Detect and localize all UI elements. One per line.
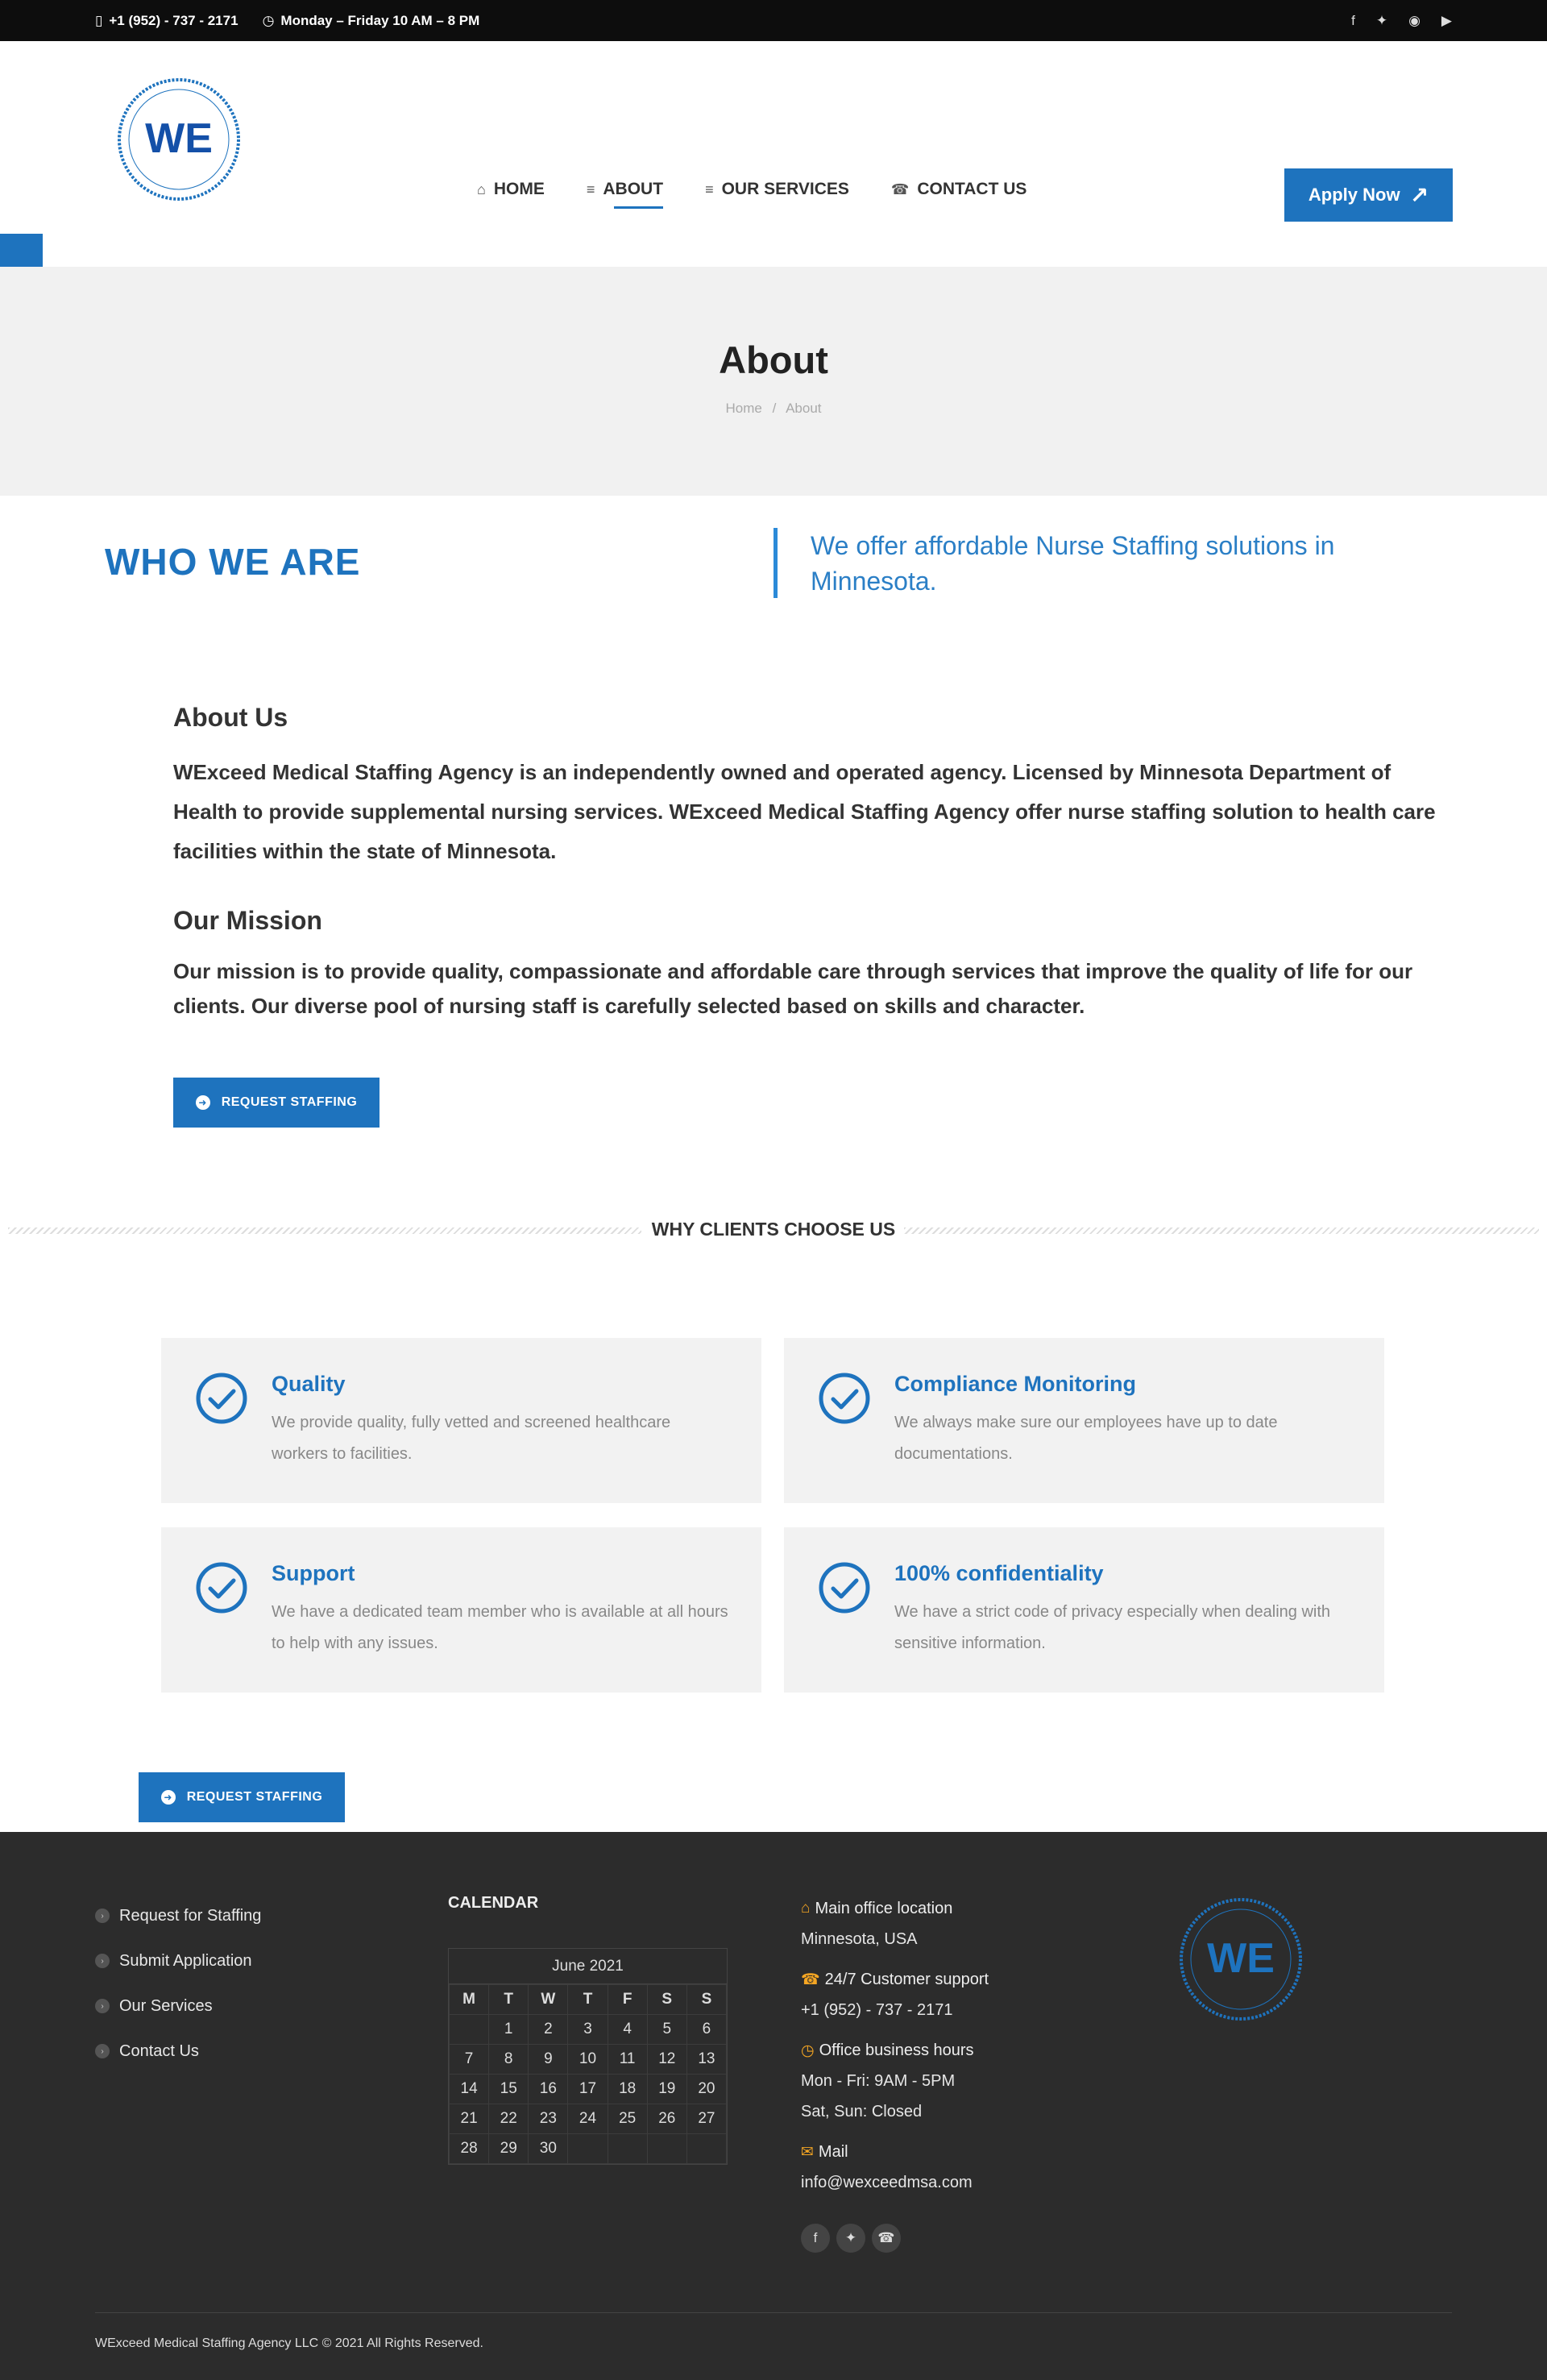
calendar-day[interactable]: 16 xyxy=(529,2075,568,2104)
check-circle-icon xyxy=(195,1372,248,1425)
footer-logo[interactable] xyxy=(1175,1893,1308,2026)
twitter-icon[interactable]: ✦ xyxy=(836,2224,865,2253)
about-us-title: About Us xyxy=(173,703,288,732)
external-link-icon: ↗ xyxy=(1409,182,1429,208)
card-title: 100% confidentiality xyxy=(894,1561,1104,1585)
calendar-day[interactable]: 30 xyxy=(529,2134,568,2164)
calendar-day-header: T xyxy=(489,1985,529,2015)
topbar-phone[interactable]: ▯ +1 (952) - 737 - 2171 xyxy=(95,12,238,28)
support-value[interactable]: +1 (952) - 737 - 2171 xyxy=(801,2001,953,2019)
mobile-icon: ▯ xyxy=(95,12,103,28)
calendar-day-header: T xyxy=(568,1985,608,2015)
calendar-day[interactable]: 8 xyxy=(489,2045,529,2075)
location-value: Minnesota, USA xyxy=(801,1930,918,1948)
arrow-circle-icon: ➜ xyxy=(161,1790,176,1805)
card-text: We always make sure our employees have up to date documentations. xyxy=(894,1414,1278,1463)
home-icon: ⌂ xyxy=(477,181,486,197)
calendar-day[interactable]: 6 xyxy=(686,2015,726,2045)
calendar-day[interactable]: 19 xyxy=(647,2075,686,2104)
topbar-social xyxy=(1351,0,1452,41)
mail-value[interactable]: info@wexceedmsa.com xyxy=(801,2174,973,2191)
copyright-text: WExceed Medical Staffing Agency LLC © 2021 All Rights Reserved. xyxy=(95,2336,483,2350)
calendar-day[interactable]: 9 xyxy=(529,2045,568,2075)
card-title: Compliance Monitoring xyxy=(894,1372,1136,1396)
menu-icon: ≡ xyxy=(705,181,714,197)
calendar-week xyxy=(450,2134,727,2164)
calendar-day[interactable]: 5 xyxy=(647,2015,686,2045)
logo-text: WE xyxy=(145,115,213,162)
calendar-day[interactable]: 22 xyxy=(489,2104,529,2134)
request-staffing-button[interactable]: ➜ REQUEST STAFFING xyxy=(173,1078,379,1128)
calendar-day[interactable]: 20 xyxy=(686,2075,726,2104)
calendar-day xyxy=(647,2134,686,2164)
about-us-text: WExceed Medical Staffing Agency is an independently owned and operated agency. Licensed by Minnesota Department of Health to provide supplemental nursing services. WExceed Medical Staffing Agency offer nurse staffing solution to health care facilities within the state of Minnesota. xyxy=(173,760,1436,863)
feature-card-support xyxy=(161,1527,761,1693)
footer-link-contact-us[interactable]: › Contact Us xyxy=(95,2029,261,2074)
calendar-day[interactable]: 27 xyxy=(686,2104,726,2134)
calendar-day xyxy=(608,2134,647,2164)
check-circle-icon xyxy=(818,1561,871,1614)
topbar-hours: ◷ Monday – Friday 10 AM – 8 PM xyxy=(262,12,480,28)
calendar-day xyxy=(568,2134,608,2164)
calendar-day-header: S xyxy=(686,1985,726,2015)
site-header xyxy=(0,41,1547,267)
who-we-are-heading: WHO WE ARE xyxy=(105,541,361,583)
topbar-contact xyxy=(95,0,479,41)
calendar-day[interactable]: 2 xyxy=(529,2015,568,2045)
footer-contact xyxy=(801,1893,1043,2198)
hours-label: ◷ Office business hours xyxy=(801,2041,974,2059)
calendar-day xyxy=(450,2015,489,2045)
calendar-grid xyxy=(449,1984,727,2164)
calendar-week xyxy=(450,2045,727,2075)
calendar-day-header: S xyxy=(647,1985,686,2015)
calendar-widget xyxy=(448,1948,728,2165)
card-title: Support xyxy=(272,1561,355,1585)
calendar-day[interactable]: 28 xyxy=(450,2134,489,2164)
feature-card-compliance xyxy=(784,1338,1384,1503)
calendar-day[interactable]: 14 xyxy=(450,2075,489,2104)
tagline-accent-bar xyxy=(774,528,778,598)
calendar-day[interactable]: 1 xyxy=(489,2015,529,2045)
breadcrumb-separator: / xyxy=(772,401,777,416)
support-label: ☎ 24/7 Customer support xyxy=(801,1970,989,1988)
facebook-icon[interactable]: f xyxy=(801,2224,830,2253)
hours-weekday: Mon - Fri: 9AM - 5PM xyxy=(801,2072,956,2090)
calendar-week xyxy=(450,2104,727,2134)
facebook-icon[interactable]: f xyxy=(1351,12,1355,28)
calendar-day[interactable]: 29 xyxy=(489,2134,529,2164)
card-text: We provide quality, fully vetted and screened healthcare workers to facilities. xyxy=(272,1414,671,1463)
mail-label: ✉ Mail xyxy=(801,2142,848,2161)
hours-weekend: Sat, Sun: Closed xyxy=(801,2103,923,2120)
calendar-day[interactable]: 17 xyxy=(568,2075,608,2104)
logo-text: WE xyxy=(1207,1935,1275,1982)
calendar-day[interactable]: 12 xyxy=(647,2045,686,2075)
calendar-day[interactable]: 21 xyxy=(450,2104,489,2134)
calendar-day-header: F xyxy=(608,1985,647,2015)
check-circle-icon xyxy=(195,1561,248,1614)
top-bar xyxy=(0,0,1547,41)
clock-icon: ◷ xyxy=(801,2041,815,2059)
calendar-day[interactable]: 11 xyxy=(608,2045,647,2075)
company-logo[interactable] xyxy=(113,73,246,206)
calendar-month: June 2021 xyxy=(449,1949,727,1984)
why-clients-choose-us-title: WHY CLIENTS CHOOSE US xyxy=(651,1219,896,1240)
check-circle-icon xyxy=(818,1372,871,1425)
instagram-icon[interactable]: ◉ xyxy=(1408,12,1421,28)
twitter-icon[interactable]: ✦ xyxy=(1375,12,1388,28)
calendar-day[interactable]: 4 xyxy=(608,2015,647,2045)
calendar-day[interactable]: 25 xyxy=(608,2104,647,2134)
calendar-title: CALENDAR xyxy=(448,1894,539,1912)
who-we-are-tagline: We offer affordable Nurse Staffing solutions in Minnesota. xyxy=(811,531,1335,596)
footer-divider xyxy=(95,2312,1452,2313)
calendar-day[interactable]: 15 xyxy=(489,2075,529,2104)
request-staffing-button-2[interactable]: ➜ REQUEST STAFFING xyxy=(139,1772,345,1822)
calendar-day[interactable]: 23 xyxy=(529,2104,568,2134)
breadcrumb-home[interactable]: Home xyxy=(725,401,762,416)
nav-about[interactable]: ≡ ABOUT xyxy=(587,180,663,207)
page-title: About xyxy=(719,339,828,381)
nav-contact-us[interactable]: ☎ CONTACT US xyxy=(890,180,1027,198)
breadcrumb xyxy=(0,401,1547,417)
calendar-week xyxy=(450,2015,727,2045)
chevron-right-icon: › xyxy=(95,2044,110,2058)
feature-card-quality xyxy=(161,1338,761,1503)
calendar-day[interactable]: 10 xyxy=(568,2045,608,2075)
calendar-day[interactable]: 7 xyxy=(450,2045,489,2075)
nav-our-services[interactable]: ≡ OUR SERVICES xyxy=(705,180,849,198)
whatsapp-icon[interactable]: ☎ xyxy=(872,2224,901,2253)
calendar-week xyxy=(450,2075,727,2104)
calendar-day[interactable]: 24 xyxy=(568,2104,608,2134)
card-title: Quality xyxy=(272,1372,346,1396)
chevron-right-icon: › xyxy=(95,1954,110,1968)
site-footer xyxy=(0,1832,1547,2380)
our-mission-title: Our Mission xyxy=(173,906,322,935)
apply-now-button[interactable]: Apply Now ↗ xyxy=(1284,168,1453,222)
calendar-day[interactable]: 13 xyxy=(686,2045,726,2075)
calendar-day-header: M xyxy=(450,1985,489,2015)
calendar-day[interactable]: 26 xyxy=(647,2104,686,2134)
phone-icon: ☎ xyxy=(890,181,910,197)
footer-link-our-services[interactable]: › Our Services xyxy=(95,1983,261,2029)
breadcrumb-current: About xyxy=(786,401,822,416)
arrow-circle-icon: ➜ xyxy=(196,1095,210,1110)
main-nav xyxy=(477,180,1026,207)
calendar-day-header: W xyxy=(529,1985,568,2015)
home-icon: ⌂ xyxy=(801,1900,811,1917)
list-icon: ≡ xyxy=(586,181,595,197)
footer-links xyxy=(95,1893,261,2074)
calendar-day[interactable]: 3 xyxy=(568,2015,608,2045)
card-text: We have a dedicated team member who is available at all hours to help with any issues. xyxy=(272,1603,728,1652)
nav-home[interactable]: ⌂ HOME xyxy=(477,180,545,198)
youtube-icon[interactable]: ▶ xyxy=(1441,12,1452,28)
card-text: We have a strict code of privacy especially when dealing with sensitive information. xyxy=(894,1603,1331,1652)
chevron-right-icon: › xyxy=(95,1999,110,2013)
feature-card-confidentiality xyxy=(784,1527,1384,1693)
calendar-day xyxy=(686,2134,726,2164)
location-label: ⌂ Main office location xyxy=(801,1899,953,1917)
chevron-right-icon: › xyxy=(95,1909,110,1923)
clock-icon: ◷ xyxy=(262,12,275,28)
phone-icon: ☎ xyxy=(801,1971,820,1988)
our-mission-text: Our mission is to provide quality, compassionate and affordable care through services that improve the quality of life for our clients. Our diverse pool of nursing staff is carefully selected based on skills and character. xyxy=(173,959,1413,1018)
calendar-day[interactable]: 18 xyxy=(608,2075,647,2104)
mail-icon: ✉ xyxy=(801,2143,814,2161)
footer-social xyxy=(801,2224,901,2253)
footer-link-submit-application[interactable]: › Submit Application xyxy=(95,1938,261,1983)
footer-link-request-staffing[interactable]: › Request for Staffing xyxy=(95,1893,261,1938)
page-title-band xyxy=(0,267,1547,496)
